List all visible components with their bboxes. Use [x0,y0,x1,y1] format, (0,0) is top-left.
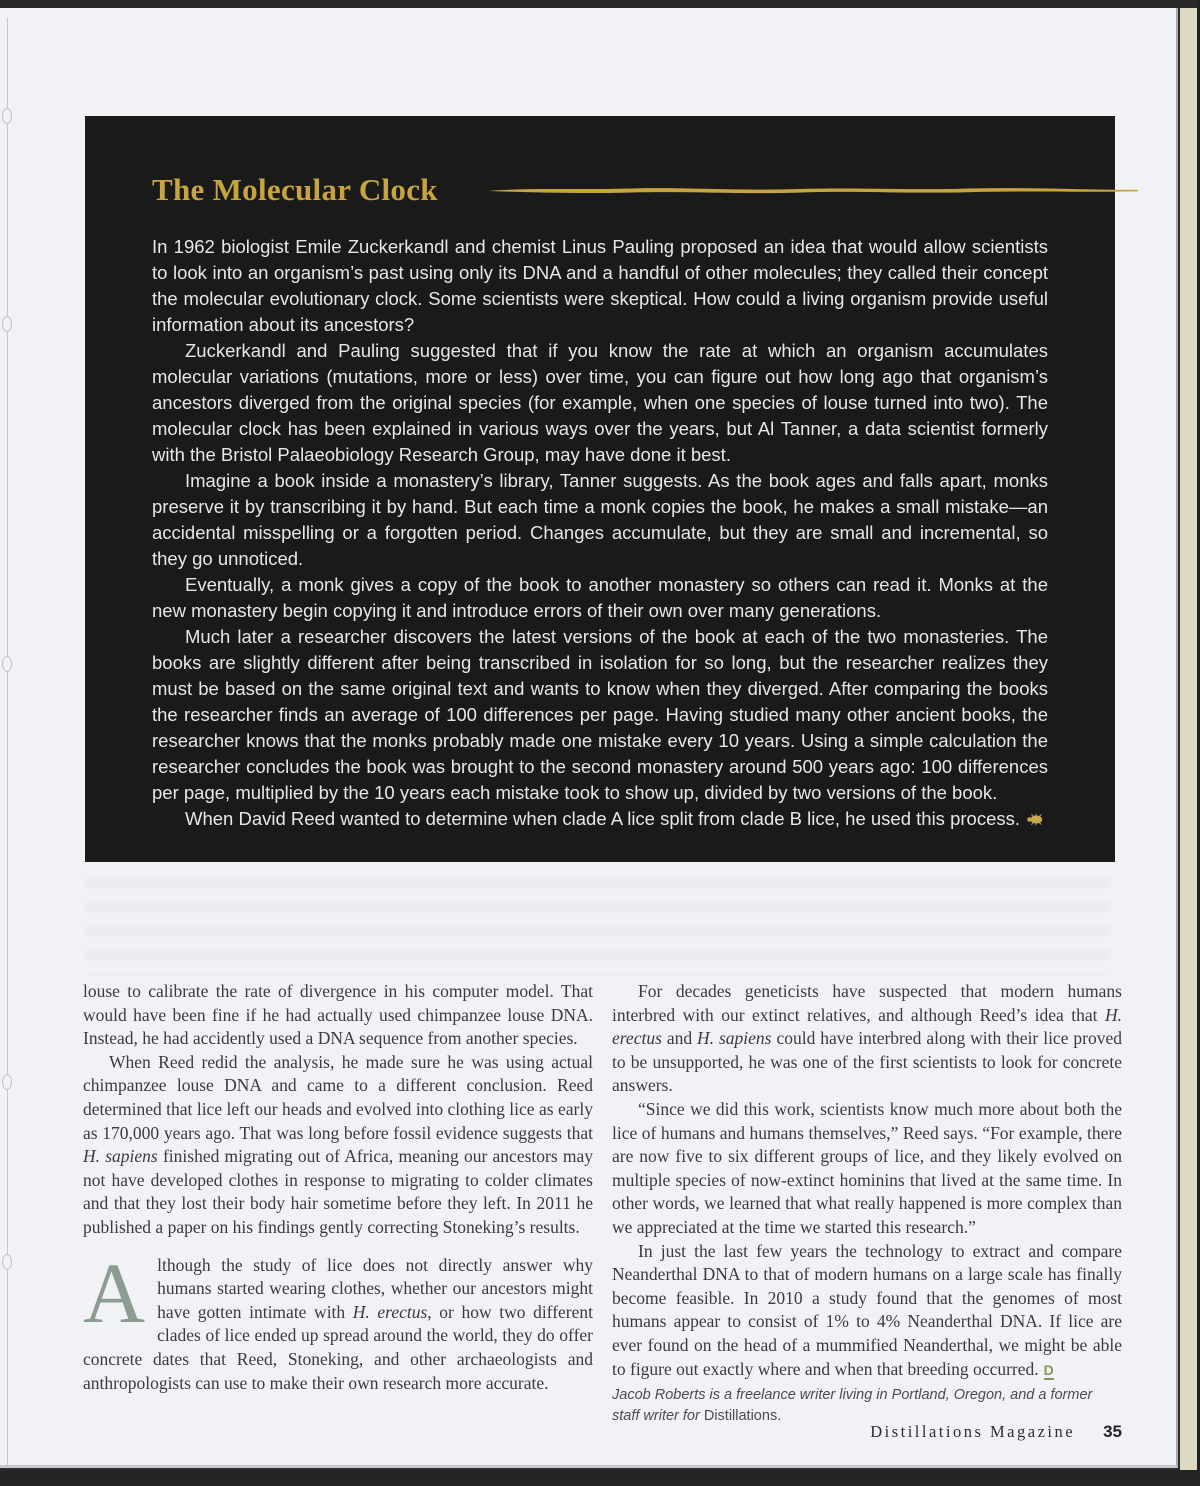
gold-swash-rule [488,184,1138,198]
species-name: H. erectus [612,1004,1122,1049]
page-number: 35 [1103,1422,1122,1441]
paragraph-text: When Reed redid the analysis, he made sure he was using actual chimpanzee louse DNA and came to a different conclusion. Reed determined that lice left our heads and evolved into clothing lice as early as 170,000 years ago. That was long before fossil evidence suggests that [83,1051,593,1143]
paragraph-text: finished migrating out of Africa, meaning our ancestors may not have developed clothes in response to migrating to colder climates and that they lost their body hair sometime before they left. In 2011 he published a paper on his findings gently correcting Stoneking’s results. [83,1146,593,1237]
feature-paragraph: Imagine a book inside a monastery’s library, Tanner suggests. As the book ages and falls apart, monks preserve it by transcribing it by hand. But each time a monk copies the book, he makes a small mistake—an accidental misspelling or a forgotten period. Changes accumulate, but they are small and incremental, so they go unnoticed. [152,470,1048,569]
ghost-show-through [85,878,1110,976]
paragraph-text: could have interbred along with their lice proved to be unsupported, he was one of the first scientists to look for concrete answers. [612,1028,1122,1096]
feature-paragraph-text: When David Reed wanted to determine when clade A lice split from clade B lice, he used this process. [185,808,1020,829]
feature-paragraph: Zuckerkandl and Pauling suggested that if you know the rate at which an organism accumulates molecular variations (mutations, more or less) over time, you can figure out how long ago that organism’s ancestors diverged from the original species (for example, when one species of louse turned into two). The molecular clock has been explained in various ways over the years, but Al Tanner, a data scientist formerly with the Bristol Palaeobiology Research Group, may have done it best. [152,340,1048,465]
scan-top-strip [0,0,1200,8]
feature-paragraph [152,806,1048,832]
page-stack-edge [1180,8,1197,1470]
paragraph-text: , or how two different clades of lice ended up spread around the world, they do offer concrete dates that Reed, Stoneking, and other archaeologists and anthropologists can use to make their own research more accurate. [83,1301,593,1393]
paragraph [83,1051,593,1240]
paragraph-text: and [661,1028,698,1049]
scan-bottom-strip [0,1470,1200,1486]
binding-notch [2,1074,12,1090]
paragraph [83,1244,593,1396]
louse-icon [1026,813,1044,826]
drop-cap: A [83,1244,146,1341]
paragraph [612,1240,1122,1382]
paragraph [612,980,1122,1098]
feature-paragraph: Eventually, a monk gives a copy of the book to another monastery so others can read it. Monks at the new monastery begin copying it and introduce errors of their own over many generations. [152,574,1048,621]
species-name: H. erectus [352,1301,428,1322]
page-left-edge-rule [7,18,8,1466]
species-name: H. sapiens [83,1146,158,1167]
feature-body [152,234,1048,832]
feature-title: The Molecular Clock [152,172,438,207]
author-bio [612,1385,1122,1427]
binding-notch [2,656,12,672]
paragraph: louse to calibrate the rate of divergence in his computer model. That would have been fine if he had actually used chimpanzee louse DNA. Instead, he had accidently used a DNA sequence from another species. [83,981,593,1049]
paragraph: “Since we did this work, scientists know much more about both the lice of humans and humans themselves,” Reed says. “For example, there are now five to six different groups of lice, and they likely evolved on multiple species of now-extinct hominins that lived at the same time. In other words, we learned that what really happened is more complex than we appreciated at the time we started this research.” [612,1098,1122,1237]
article-end-mark: D [1043,1361,1054,1378]
binding-notch [2,108,12,124]
feature-box [85,116,1115,862]
article-left-column [83,980,593,1395]
binding-notch [2,1254,12,1270]
feature-paragraph: In 1962 biologist Emile Zuckerkandl and chemist Linus Pauling proposed an idea that would allow scientists to look into an organism’s past using only its DNA and a handful of other molecules; they called their concept the molecular evolutionary clock. Some scientists were skeptical. How could a living organism provide useful information about its ancestors? [152,236,1048,335]
magazine-name: Distillations Magazine [870,1422,1076,1441]
bio-publication: Distillations. [703,1408,782,1425]
paragraph-text: For decades geneticists have suspected that modern humans interbred with our extinct relatives, and although Reed’s idea that [612,981,1122,1025]
species-name: H. sapiens [697,1028,772,1049]
feature-paragraph: Much later a researcher discovers the latest versions of the book at each of the two monasteries. The books are slightly different after being transcribed in isolation for so long, but the researcher realizes they must be based on the same original text and wants to know when they diverged. After comparing the books the researcher finds an average of 100 differences per page. Having studied many other ancient books, the researcher knows that the monks probably made one mistake every 10 years. Using a simple calculation the researcher concludes the book was brought to the second monastery around 500 years ago: 100 differences per page, multiplied by the 10 years each mistake took to show up, divided by two versions of the book. [152,626,1048,803]
article-right-column [612,980,1122,1427]
paragraph-text: lthough the study of lice does not directly answer why humans started wearing clothes, whether our ancestors might have gotten intimate with [157,1254,593,1322]
binding-notch [2,316,12,332]
page-footer [860,1422,1122,1442]
paragraph-text: In just the last few years the technology to extract and compare Neanderthal DNA to that of modern humans on a large scale has finally become feasible. In 2010 a study found that the genomes of most humans appear to consist of 1% to 4% Neanderthal DNA. If lice are ever found on the head of a mummified Neanderthal, we might be able to figure out exactly where and when that breeding occurred. [612,1240,1122,1379]
bio-text: Jacob Roberts is a freelance writer living in Portland, Oregon, and a former staff writer for [612,1387,1093,1425]
